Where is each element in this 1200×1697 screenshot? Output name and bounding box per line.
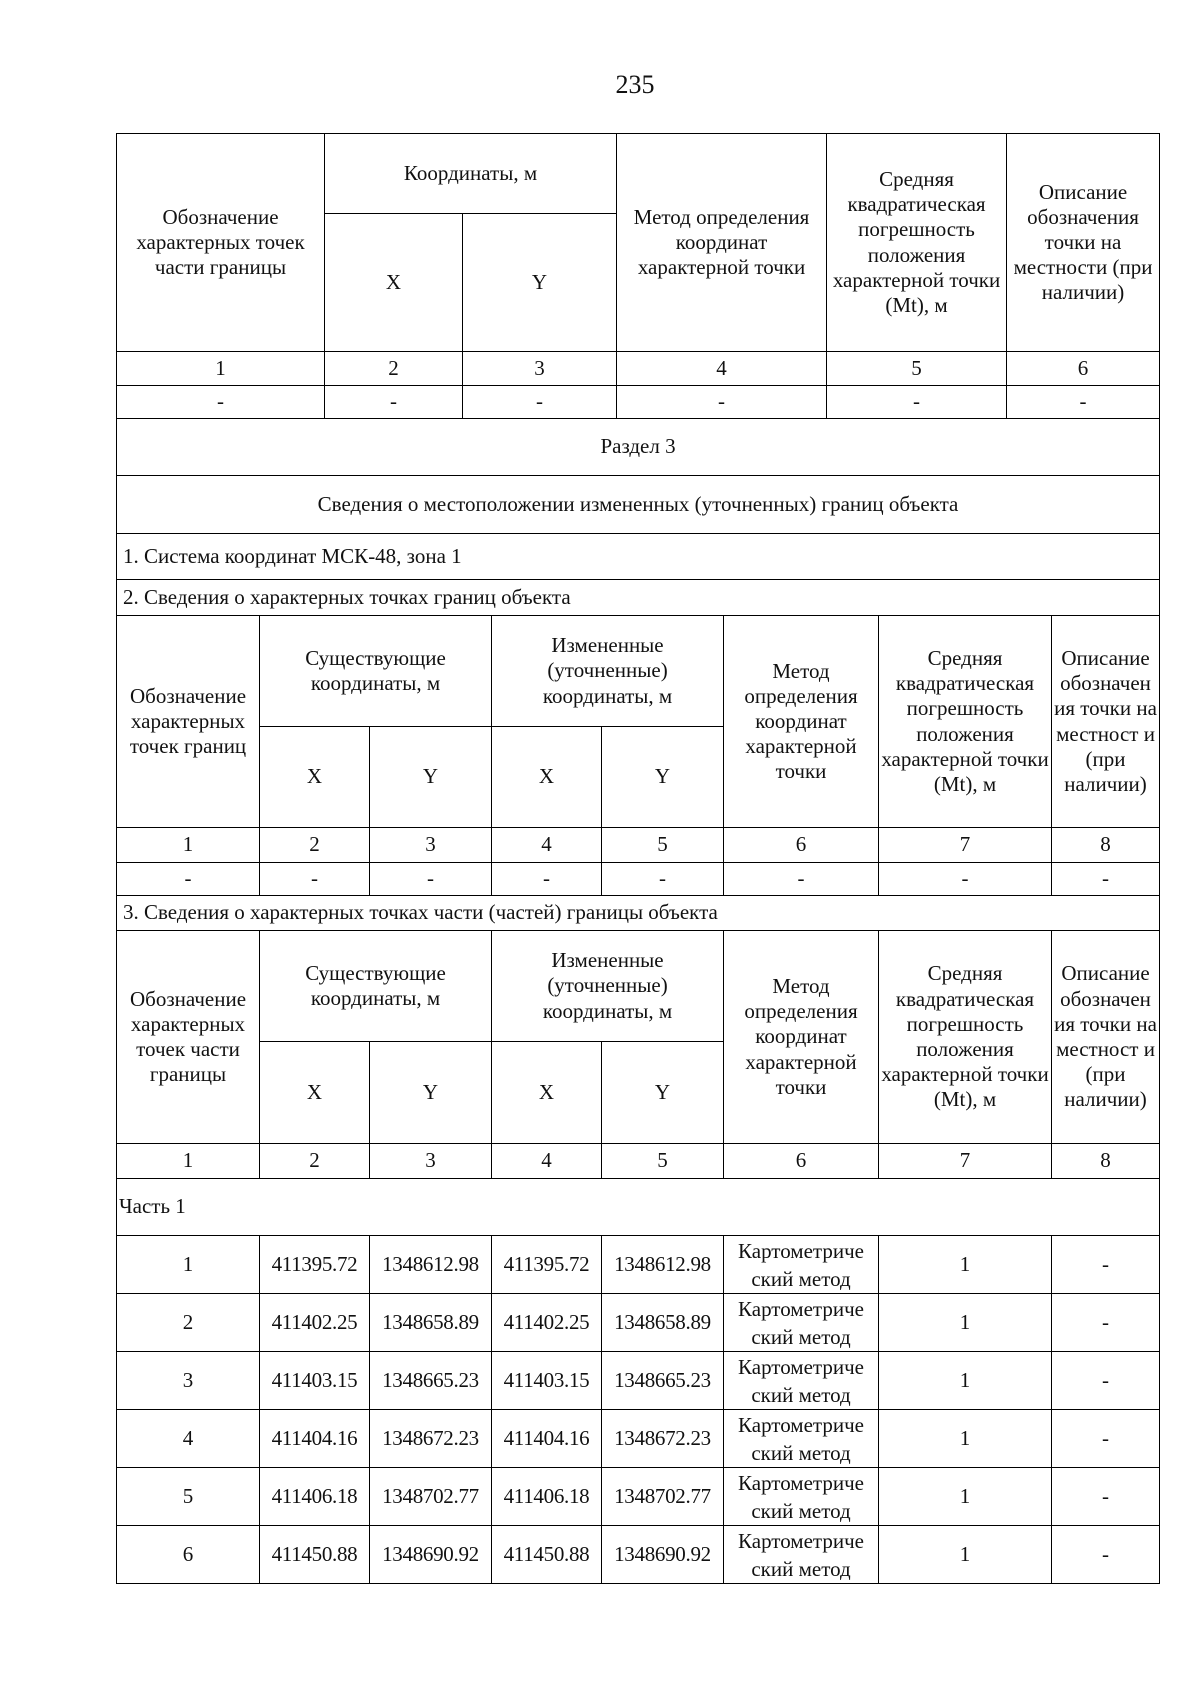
mt-error: 1 — [879, 1236, 1052, 1294]
page-number: 235 — [615, 70, 655, 99]
column-number: 4 — [617, 352, 827, 386]
header-designation: Обозначение характерных точек границ — [117, 616, 260, 828]
table-cell: - — [260, 863, 370, 896]
column-number: 4 — [492, 828, 602, 863]
column-number: 8 — [1052, 1144, 1160, 1179]
table-cell: - — [879, 863, 1052, 896]
header-designation: Обозначение характерных точек части границы — [117, 134, 325, 352]
table-cell: - — [370, 863, 492, 896]
changed-x: 411404.16 — [492, 1410, 602, 1468]
header-y: Y — [370, 1042, 492, 1144]
changed-x: 411402.25 — [492, 1294, 602, 1352]
header-y: Y — [602, 1042, 724, 1144]
method: Картометриче ский метод — [724, 1468, 879, 1526]
header-method: Метод определения координат характерной точки — [724, 931, 879, 1144]
existing-x: 411403.15 — [260, 1352, 370, 1410]
header-error: Средняя квадратическая погрешность положения характерной точки (Mt), м — [879, 931, 1052, 1144]
column-number: 4 — [492, 1144, 602, 1179]
column-number: 6 — [724, 1144, 879, 1179]
point-number: 3 — [117, 1352, 260, 1410]
points-heading: 2. Сведения о характерных точках границ объекта — [117, 580, 1160, 616]
existing-x: 411395.72 — [260, 1236, 370, 1294]
existing-y: 1348690.92 — [370, 1526, 492, 1584]
point-number: 5 — [117, 1468, 260, 1526]
point-number: 2 — [117, 1294, 260, 1352]
column-numbers-row — [117, 828, 1160, 863]
mt-error: 1 — [879, 1526, 1052, 1584]
table-cell: - — [492, 863, 602, 896]
parts-heading: 3. Сведения о характерных точках части (частей) границы объекта — [117, 896, 1160, 931]
changed-y: 1348702.77 — [602, 1468, 724, 1526]
column-number: 3 — [463, 352, 617, 386]
existing-y: 1348702.77 — [370, 1468, 492, 1526]
header-changed-coordinates: Измененные (уточненные) координаты, м — [492, 931, 724, 1042]
mt-error: 1 — [879, 1410, 1052, 1468]
table-row — [117, 1352, 1160, 1410]
existing-y: 1348658.89 — [370, 1294, 492, 1352]
header-y: Y — [370, 727, 492, 828]
changed-x: 411406.18 — [492, 1468, 602, 1526]
column-number: 5 — [602, 828, 724, 863]
column-number: 6 — [1007, 352, 1160, 386]
header-x: X — [492, 727, 602, 828]
method: Картометриче ский метод — [724, 1236, 879, 1294]
header-coordinates: Координаты, м — [325, 134, 617, 214]
header-description: Описание обозначен ия точки на местност и (при наличии) — [1052, 931, 1160, 1144]
changed-y: 1348612.98 — [602, 1236, 724, 1294]
method: Картометриче ский метод — [724, 1294, 879, 1352]
header-y: Y — [463, 214, 617, 352]
column-number: 1 — [117, 1144, 260, 1179]
table-cell: - — [1007, 386, 1160, 419]
coordinate-system: 1. Система координат МСК-48, зона 1 — [117, 534, 1160, 580]
column-number: 5 — [827, 352, 1007, 386]
mt-error: 1 — [879, 1294, 1052, 1352]
table-cell: - — [617, 386, 827, 419]
column-number: 1 — [117, 352, 325, 386]
table-row — [117, 1526, 1160, 1584]
existing-x: 411450.88 — [260, 1526, 370, 1584]
existing-y: 1348612.98 — [370, 1236, 492, 1294]
table-cell: - — [602, 863, 724, 896]
table-row — [117, 1410, 1160, 1468]
method: Картометриче ский метод — [724, 1352, 879, 1410]
part-label: Часть 1 — [117, 1179, 1160, 1236]
header-changed-coordinates: Измененные (уточненные) координаты, м — [492, 616, 724, 727]
column-number: 5 — [602, 1144, 724, 1179]
column-number: 7 — [879, 828, 1052, 863]
table-cell: - — [724, 863, 879, 896]
column-number: 7 — [879, 1144, 1052, 1179]
column-number: 2 — [260, 828, 370, 863]
header-existing-coordinates: Существующие координаты, м — [260, 616, 492, 727]
header-existing-coordinates: Существующие координаты, м — [260, 931, 492, 1042]
header-y: Y — [602, 727, 724, 828]
existing-x: 411404.16 — [260, 1410, 370, 1468]
changed-x: 411403.15 — [492, 1352, 602, 1410]
header-method: Метод определения координат характерной точки — [724, 616, 879, 828]
table-row — [117, 386, 1160, 419]
header-x: X — [260, 1042, 370, 1144]
mt-error: 1 — [879, 1468, 1052, 1526]
column-numbers-row — [117, 1144, 1160, 1179]
part-boundary-points-table — [116, 133, 1160, 419]
description: - — [1052, 1468, 1160, 1526]
table-cell: - — [325, 386, 463, 419]
header-x: X — [260, 727, 370, 828]
table-row — [117, 1468, 1160, 1526]
header-x: X — [325, 214, 463, 352]
column-numbers-row — [117, 352, 1160, 386]
column-number: 2 — [325, 352, 463, 386]
existing-x: 411402.25 — [260, 1294, 370, 1352]
changed-x: 411450.88 — [492, 1526, 602, 1584]
changed-y: 1348690.92 — [602, 1526, 724, 1584]
column-number: 1 — [117, 828, 260, 863]
header-x: X — [492, 1042, 602, 1144]
changed-x: 411395.72 — [492, 1236, 602, 1294]
table-cell: - — [827, 386, 1007, 419]
table-row — [117, 1294, 1160, 1352]
table-cell: - — [117, 386, 325, 419]
column-number: 3 — [370, 1144, 492, 1179]
existing-y: 1348665.23 — [370, 1352, 492, 1410]
changed-y: 1348658.89 — [602, 1294, 724, 1352]
method: Картометриче ский метод — [724, 1410, 879, 1468]
mt-error: 1 — [879, 1352, 1052, 1410]
column-number: 2 — [260, 1144, 370, 1179]
column-number: 8 — [1052, 828, 1160, 863]
point-number: 6 — [117, 1526, 260, 1584]
changed-y: 1348672.23 — [602, 1410, 724, 1468]
header-error: Средняя квадратическая погрешность положения характерной точки (Mt), м — [827, 134, 1007, 352]
point-number: 4 — [117, 1410, 260, 1468]
section-subtitle: Сведения о местоположении измененных (уточненных) границ объекта — [117, 476, 1160, 534]
table-cell: - — [1052, 863, 1160, 896]
header-description: Описание обозначен ия точки на местност и (при наличии) — [1052, 616, 1160, 828]
method: Картометриче ский метод — [724, 1526, 879, 1584]
table-row — [117, 1236, 1160, 1294]
description: - — [1052, 1352, 1160, 1410]
description: - — [1052, 1294, 1160, 1352]
section-title: Раздел 3 — [117, 419, 1160, 476]
section-3-table — [116, 418, 1160, 1584]
header-designation: Обозначение характерных точек части границы — [117, 931, 260, 1144]
table-cell: - — [463, 386, 617, 419]
header-error: Средняя квадратическая погрешность положения характерной точки (Mt), м — [879, 616, 1052, 828]
point-number: 1 — [117, 1236, 260, 1294]
description: - — [1052, 1410, 1160, 1468]
table-cell: - — [117, 863, 260, 896]
description: - — [1052, 1236, 1160, 1294]
column-number: 3 — [370, 828, 492, 863]
column-number: 6 — [724, 828, 879, 863]
header-description: Описание обозначения точки на местности (при наличии) — [1007, 134, 1160, 352]
changed-y: 1348665.23 — [602, 1352, 724, 1410]
table-row — [117, 863, 1160, 896]
header-method: Метод определения координат характерной точки — [617, 134, 827, 352]
existing-x: 411406.18 — [260, 1468, 370, 1526]
description: - — [1052, 1526, 1160, 1584]
existing-y: 1348672.23 — [370, 1410, 492, 1468]
